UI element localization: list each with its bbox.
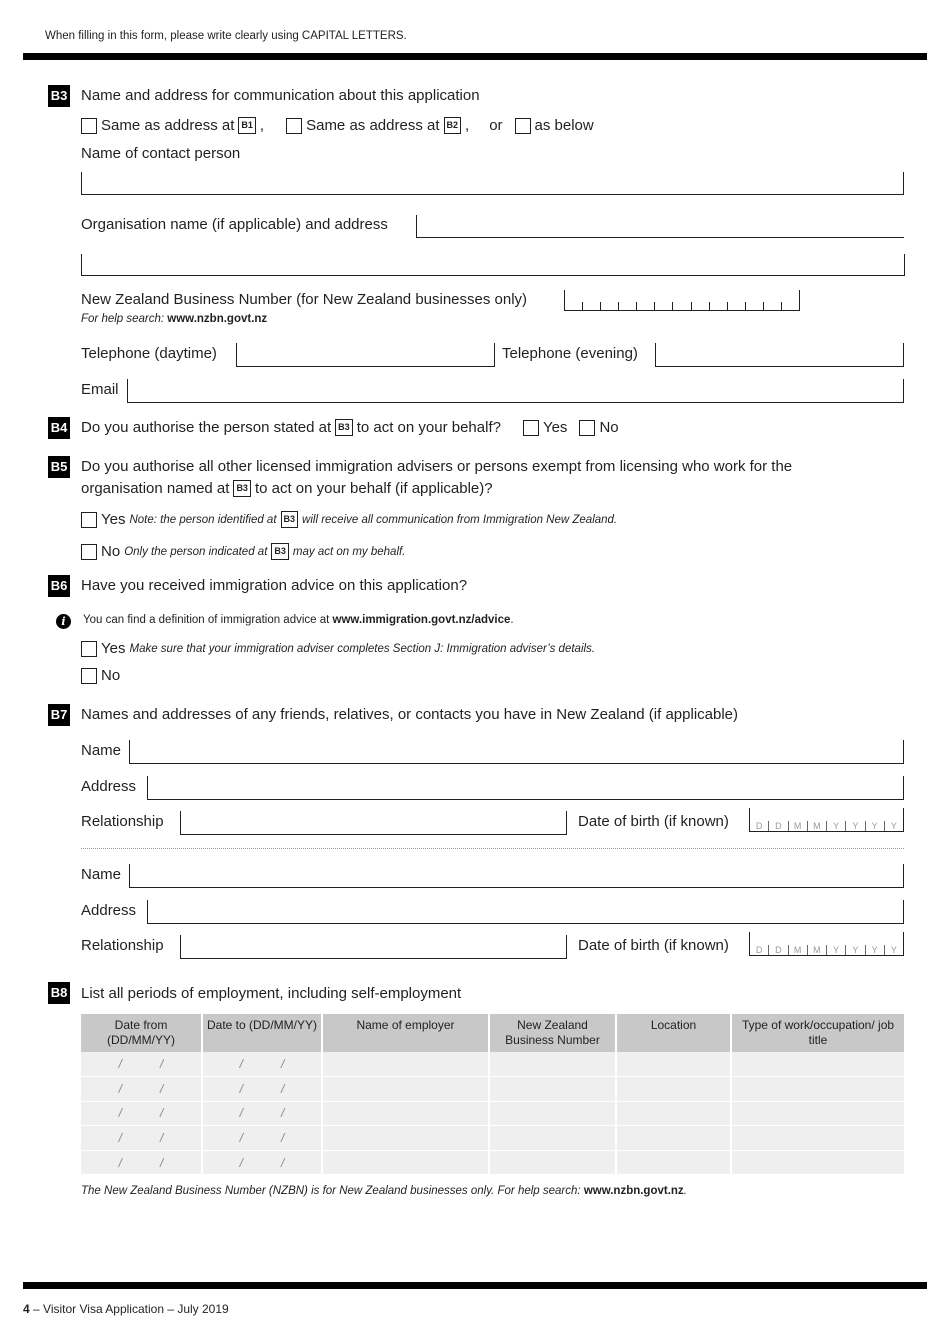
same-as-b2-checkbox[interactable]	[286, 118, 302, 134]
date-separator: /	[160, 1155, 164, 1170]
nzbn-note-pre: The New Zealand Business Number (NZBN) is for New Zealand businesses only. For help search:	[81, 1185, 584, 1197]
ref-b3: B3	[335, 419, 353, 436]
footer-title: – Visitor Visa Application – July 2019	[29, 1302, 229, 1316]
table-row	[81, 1126, 904, 1151]
nzbn-cell[interactable]	[489, 1150, 616, 1175]
b5-question-line2	[81, 480, 493, 497]
employer-cell[interactable]	[322, 1150, 489, 1175]
employer-cell[interactable]	[322, 1077, 489, 1102]
date-to-cell[interactable]	[202, 1150, 322, 1175]
b5-line2-post: to act on your behalf (if applicable)?	[254, 480, 493, 497]
contact1-dob-label: Date of birth (if known)	[578, 813, 729, 830]
location-cell[interactable]	[616, 1052, 731, 1077]
contact1-name-label: Name	[81, 742, 122, 759]
contact-divider	[81, 848, 904, 849]
nzbn-note-post: .	[683, 1185, 687, 1197]
nzbn-cell[interactable]	[489, 1126, 616, 1151]
b4-no-label: No	[599, 419, 619, 436]
date-separator: /	[118, 1081, 122, 1096]
b6-info-post: .	[510, 614, 514, 626]
date-to-cell[interactable]	[202, 1052, 322, 1077]
date-separator: /	[281, 1106, 285, 1121]
section-b3-badge: B3	[48, 85, 70, 107]
section-b8-badge: B8	[48, 982, 70, 1004]
table-header-row	[81, 1014, 904, 1052]
contact1-name-input[interactable]	[129, 740, 904, 764]
b6-yes-checkbox[interactable]	[81, 641, 97, 657]
employer-cell[interactable]	[322, 1052, 489, 1077]
as-below-checkbox[interactable]	[515, 118, 531, 134]
employer-cell[interactable]	[322, 1101, 489, 1126]
address-input[interactable]	[81, 254, 905, 276]
contact-person-input[interactable]	[81, 172, 904, 195]
ref-b3: B3	[281, 511, 299, 528]
nzbn-label: New Zealand Business Number (for New Zealand businesses only)	[81, 291, 528, 308]
ref-b2: B2	[444, 117, 462, 134]
b5-no-checkbox[interactable]	[81, 544, 97, 560]
b6-yes-label: Yes	[101, 640, 126, 657]
nzbn-help-link[interactable]: www.nzbn.govt.nz	[167, 313, 268, 325]
dob-cell: M	[808, 945, 827, 955]
b5-no-note-pre: Only the person indicated at	[124, 545, 268, 558]
dob-cell: M	[789, 821, 808, 831]
nzbn-help	[81, 313, 267, 325]
section-b7-badge: B7	[48, 704, 70, 726]
b6-info	[83, 614, 514, 626]
dob-cell: Y	[846, 821, 865, 831]
dob-cell: Y	[846, 945, 865, 955]
nzbn-help-prefix: For help search:	[81, 313, 168, 325]
location-cell[interactable]	[616, 1077, 731, 1102]
organisation-label: Organisation name (if applicable) and address	[81, 216, 388, 233]
date-from-cell[interactable]	[81, 1150, 202, 1175]
dob-cell: M	[789, 945, 808, 955]
date-to-cell[interactable]	[202, 1126, 322, 1151]
b6-no-checkbox[interactable]	[81, 668, 97, 684]
same-as-b2-label: Same as address at	[306, 117, 440, 134]
dob-cell: Y	[890, 945, 897, 955]
b6-no-row	[81, 667, 120, 684]
contact1-address-input[interactable]	[147, 776, 904, 800]
b5-yes-label: Yes	[101, 511, 126, 528]
dob-cell: Y	[866, 821, 885, 831]
nzbn-note-link[interactable]: www.nzbn.govt.nz	[583, 1185, 684, 1197]
organisation-input[interactable]	[416, 215, 904, 238]
col-date-to: Date to (DD/MM/YY)	[202, 1014, 322, 1052]
location-cell[interactable]	[616, 1101, 731, 1126]
immigration-advice-link[interactable]: www.immigration.govt.nz/advice	[332, 614, 511, 626]
bottom-rule	[23, 1282, 927, 1289]
b4-question-post: to act on your behalf?	[356, 419, 501, 436]
date-separator: /	[281, 1131, 285, 1146]
contact2-relationship-input[interactable]	[180, 935, 567, 959]
location-cell[interactable]	[616, 1150, 731, 1175]
date-to-cell[interactable]	[202, 1101, 322, 1126]
b4-question	[81, 419, 619, 436]
date-separator: /	[239, 1057, 243, 1072]
contact-person-label: Name of contact person	[81, 145, 241, 162]
table-row	[81, 1052, 904, 1077]
b4-yes-label: Yes	[542, 419, 568, 436]
dob-cell: D	[750, 821, 769, 831]
job-title-cell[interactable]	[731, 1077, 904, 1102]
telephone-evening-label: Telephone (evening)	[502, 345, 638, 362]
b6-yes-note: Make sure that your immigration adviser completes Section J: Immigration adviser’s details.	[129, 642, 595, 655]
date-from-cell[interactable]	[81, 1077, 202, 1102]
dob-cell: M	[808, 821, 827, 831]
col-job-title: Type of work/occupation/ job title	[731, 1014, 904, 1052]
nzbn-cell[interactable]	[489, 1077, 616, 1102]
telephone-day-input[interactable]	[236, 343, 495, 367]
b5-line2-pre: organisation named at	[81, 480, 230, 497]
contact1-relationship-input[interactable]	[180, 811, 567, 835]
date-separator: /	[160, 1131, 164, 1146]
dob-cell: Y	[827, 821, 846, 831]
as-below-label: as below	[534, 117, 594, 134]
table-row	[81, 1077, 904, 1102]
location-cell[interactable]	[616, 1126, 731, 1151]
dob-cell: D	[750, 945, 769, 955]
nzbn-input[interactable]	[564, 290, 800, 311]
col-location: Location	[616, 1014, 731, 1052]
date-separator: /	[239, 1106, 243, 1121]
section-b5-badge: B5	[48, 456, 70, 478]
page-number: 4	[23, 1302, 30, 1316]
col-employer: Name of employer	[322, 1014, 489, 1052]
b6-question: Have you received immigration advice on this application?	[81, 577, 468, 594]
nzbn-cell[interactable]	[489, 1101, 616, 1126]
b5-yes-note-pre: Note: the person identified at	[129, 513, 277, 526]
b3-options: Same as address at B1 , Same as address at B2 , or as below	[81, 117, 594, 134]
date-separator: /	[281, 1081, 285, 1096]
section-b4-badge: B4	[48, 417, 70, 439]
b4-yes-checkbox[interactable]	[523, 420, 539, 436]
table-row	[81, 1101, 904, 1126]
b5-question-line1: Do you authorise all other licensed immigration advisers or persons exempt from licensing who work for the	[81, 458, 793, 475]
contact1-relationship-label: Relationship	[81, 813, 164, 830]
b5-yes-row	[81, 511, 617, 528]
date-separator: /	[281, 1155, 285, 1170]
date-from-cell[interactable]	[81, 1052, 202, 1077]
date-to-cell[interactable]	[202, 1077, 322, 1102]
contact2-dob-input[interactable]	[749, 932, 904, 956]
ref-b3: B3	[271, 543, 289, 560]
or-label: or	[489, 117, 503, 134]
job-title-cell[interactable]	[731, 1126, 904, 1151]
date-separator: /	[160, 1081, 164, 1096]
email-input[interactable]	[127, 379, 904, 403]
date-separator: /	[239, 1131, 243, 1146]
date-separator: /	[281, 1057, 285, 1072]
telephone-day-label: Telephone (daytime)	[81, 345, 217, 362]
email-label: Email	[81, 381, 119, 398]
page-footer	[23, 1302, 229, 1316]
date-separator: /	[160, 1057, 164, 1072]
contact2-name-input[interactable]	[129, 864, 904, 888]
b5-no-note-post: may act on my behalf.	[292, 545, 406, 558]
dob-cell: Y	[866, 945, 885, 955]
b8-question: List all periods of employment, including self-employment	[81, 985, 462, 1002]
contact2-relationship-label: Relationship	[81, 937, 164, 954]
b4-no-checkbox[interactable]	[579, 420, 595, 436]
date-separator: /	[239, 1155, 243, 1170]
dob-cell: Y	[827, 945, 846, 955]
top-rule	[23, 53, 927, 60]
contact2-name-label: Name	[81, 866, 122, 883]
contact1-address-label: Address	[81, 778, 137, 795]
job-title-cell[interactable]	[731, 1052, 904, 1077]
col-nzbn: New Zealand Business Number	[489, 1014, 616, 1052]
date-from-cell[interactable]	[81, 1126, 202, 1151]
b6-info-pre: You can find a definition of immigration advice at	[83, 614, 333, 626]
employer-cell[interactable]	[322, 1126, 489, 1151]
employment-table	[81, 1014, 904, 1175]
date-separator: /	[160, 1106, 164, 1121]
telephone-evening-input[interactable]	[655, 343, 904, 367]
date-separator: /	[118, 1155, 122, 1170]
b5-yes-note-post: will receive all communication from Immigration New Zealand.	[302, 513, 618, 526]
form-instruction: When filling in this form, please write clearly using CAPITAL LETTERS.	[45, 30, 407, 42]
b4-question-pre: Do you authorise the person stated at	[81, 419, 332, 436]
contact2-address-input[interactable]	[147, 900, 904, 924]
date-separator: /	[118, 1131, 122, 1146]
ref-b3: B3	[233, 480, 251, 497]
ref-b1: B1	[238, 117, 256, 134]
table-row	[81, 1150, 904, 1175]
nzbn-cell[interactable]	[489, 1052, 616, 1077]
b5-no-row	[81, 543, 405, 560]
job-title-cell[interactable]	[731, 1101, 904, 1126]
dob-cell: D	[769, 945, 788, 955]
date-separator: /	[239, 1081, 243, 1096]
contact2-address-label: Address	[81, 902, 137, 919]
same-as-b1-checkbox[interactable]	[81, 118, 97, 134]
b5-no-label: No	[101, 543, 121, 560]
b5-yes-checkbox[interactable]	[81, 512, 97, 528]
b6-yes-row	[81, 640, 595, 657]
date-from-cell[interactable]	[81, 1101, 202, 1126]
job-title-cell[interactable]	[731, 1150, 904, 1175]
date-separator: /	[118, 1106, 122, 1121]
dob-cell: D	[769, 821, 788, 831]
same-as-b1-label: Same as address at	[101, 117, 235, 134]
contact1-dob-input[interactable]	[749, 808, 904, 832]
contact2-dob-label: Date of birth (if known)	[578, 937, 729, 954]
col-date-from: Date from (DD/MM/YY)	[81, 1014, 202, 1052]
b7-question: Names and addresses of any friends, relatives, or contacts you have in New Zealand (if applicable)	[81, 706, 739, 723]
b3-question: Name and address for communication about this application	[81, 87, 480, 104]
b6-no-label: No	[101, 667, 121, 684]
info-icon: i	[56, 614, 71, 629]
nzbn-note	[81, 1185, 687, 1197]
section-b6-badge: B6	[48, 575, 70, 597]
date-separator: /	[118, 1057, 122, 1072]
dob-cell: Y	[890, 821, 897, 831]
